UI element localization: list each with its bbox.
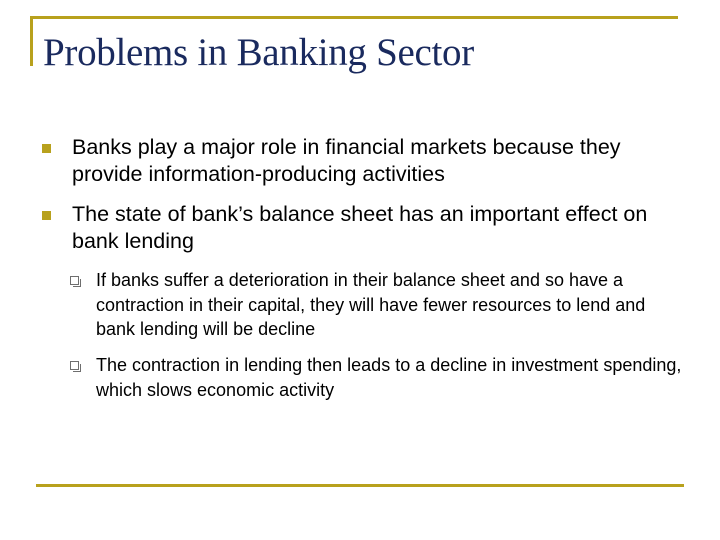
sub-bullet-item: The contraction in lending then leads to a decline in investment spending, which slows economic activity — [96, 355, 682, 400]
square-bullet-icon — [42, 211, 51, 220]
hollow-box-bullet-icon — [70, 361, 79, 370]
footer-rule — [36, 484, 684, 487]
sub-bullet-item: If banks suffer a deterioration in their balance sheet and so have a contraction in their capital, they will have fewer resources to lend and bank lending will be decline — [96, 270, 646, 339]
bullet-item: The state of bank’s balance sheet has an important effect on bank lending — [72, 202, 648, 253]
hollow-box-bullet-icon — [70, 276, 79, 285]
title-frame-top-rule — [30, 16, 678, 19]
slide-title: Problems in Banking Sector — [43, 31, 474, 74]
title-frame-left-rule — [30, 16, 33, 66]
bullet-item: Banks play a major role in financial markets because they provide information-producing activities — [72, 135, 621, 186]
square-bullet-icon — [42, 144, 51, 153]
